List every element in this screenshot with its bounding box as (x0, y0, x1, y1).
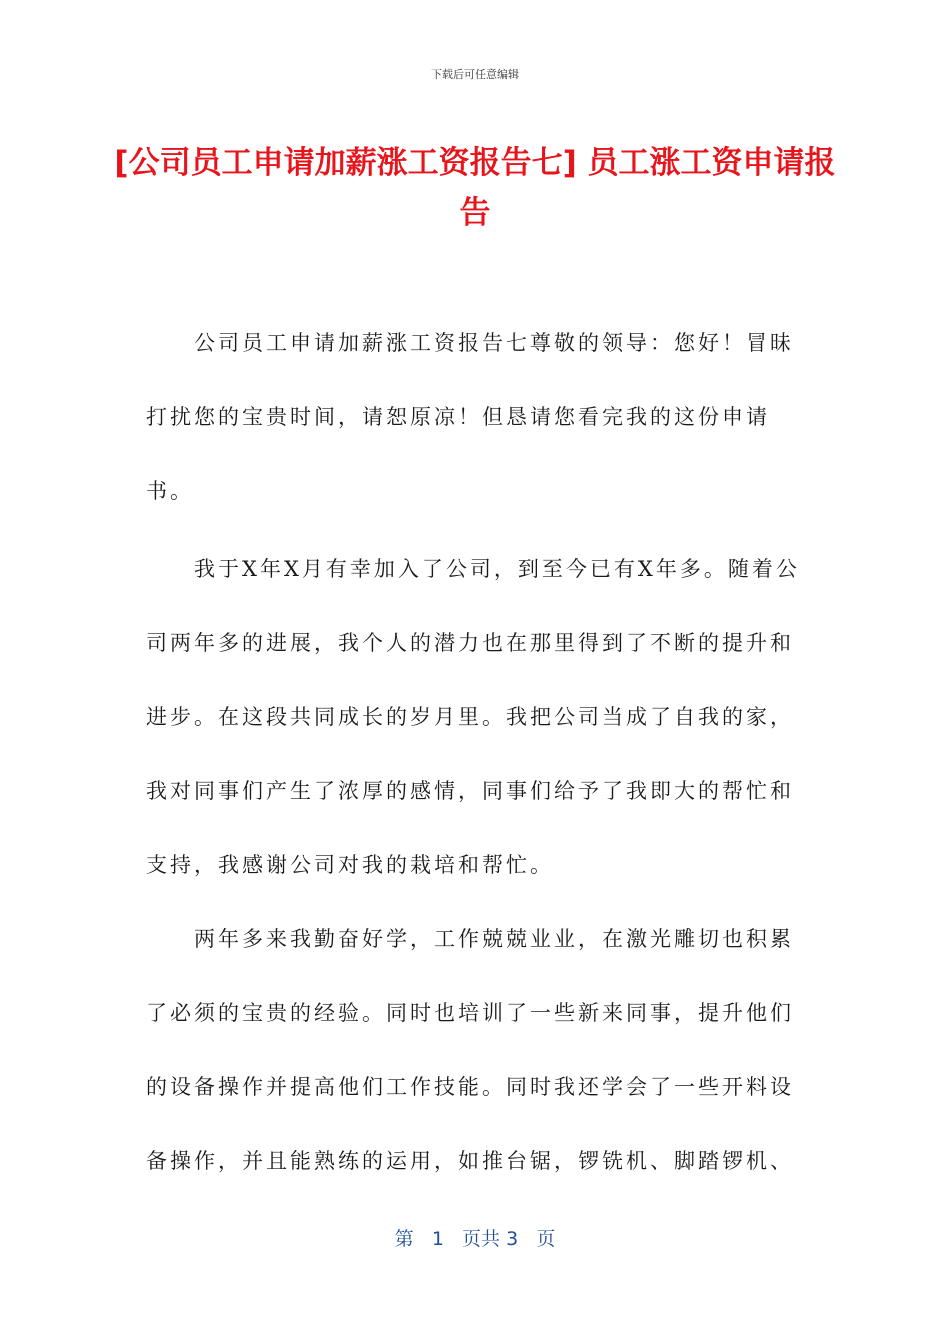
paragraph-1: 公司员工申请加薪涨工资报告七尊敬的领导：您好！冒昧打扰您的宝贵时间，请恕原凉！但恳请您看完我的这份申请书。 (146, 331, 794, 503)
page-label-prefix: 第 (394, 1228, 414, 1250)
header-note: 下载后可任意编辑 (431, 68, 519, 81)
paragraph-3: 两年多来我勤奋好学，工作兢兢业业，在激光雕切也积累了必须的宝贵的经验。同时也培训了一些新来同事，提升他们的设备操作并提高他们工作技能。同时我还学会了一些开料设备操作，并且能熟练的运用，如推台锯，锣铣机、脚踏锣机、 (146, 927, 794, 1173)
current-page-number: 1 (431, 1228, 444, 1250)
document-title: [公司员工申请加薪涨工资报告七] 员工涨工资申请报告 (114, 145, 836, 231)
page-footer (0, 1224, 950, 1251)
paragraph-2: 我于X年X月有幸加入了公司，到至今已有X年多。随着公司两年多的进展，我个人的潜力也在那里得到了不断的提升和进步。在这段共同成长的岁月里。我把公司当成了自我的家，我对同事们产生了浓厚的感情，同事们给予了我即大的帮忙和支持，我感谢公司对我的栽培和帮忙。 (146, 557, 800, 877)
page-label-middle: 页共 (462, 1228, 501, 1250)
total-pages-number: 3 (506, 1228, 519, 1250)
page-label-suffix: 页 (536, 1228, 556, 1250)
